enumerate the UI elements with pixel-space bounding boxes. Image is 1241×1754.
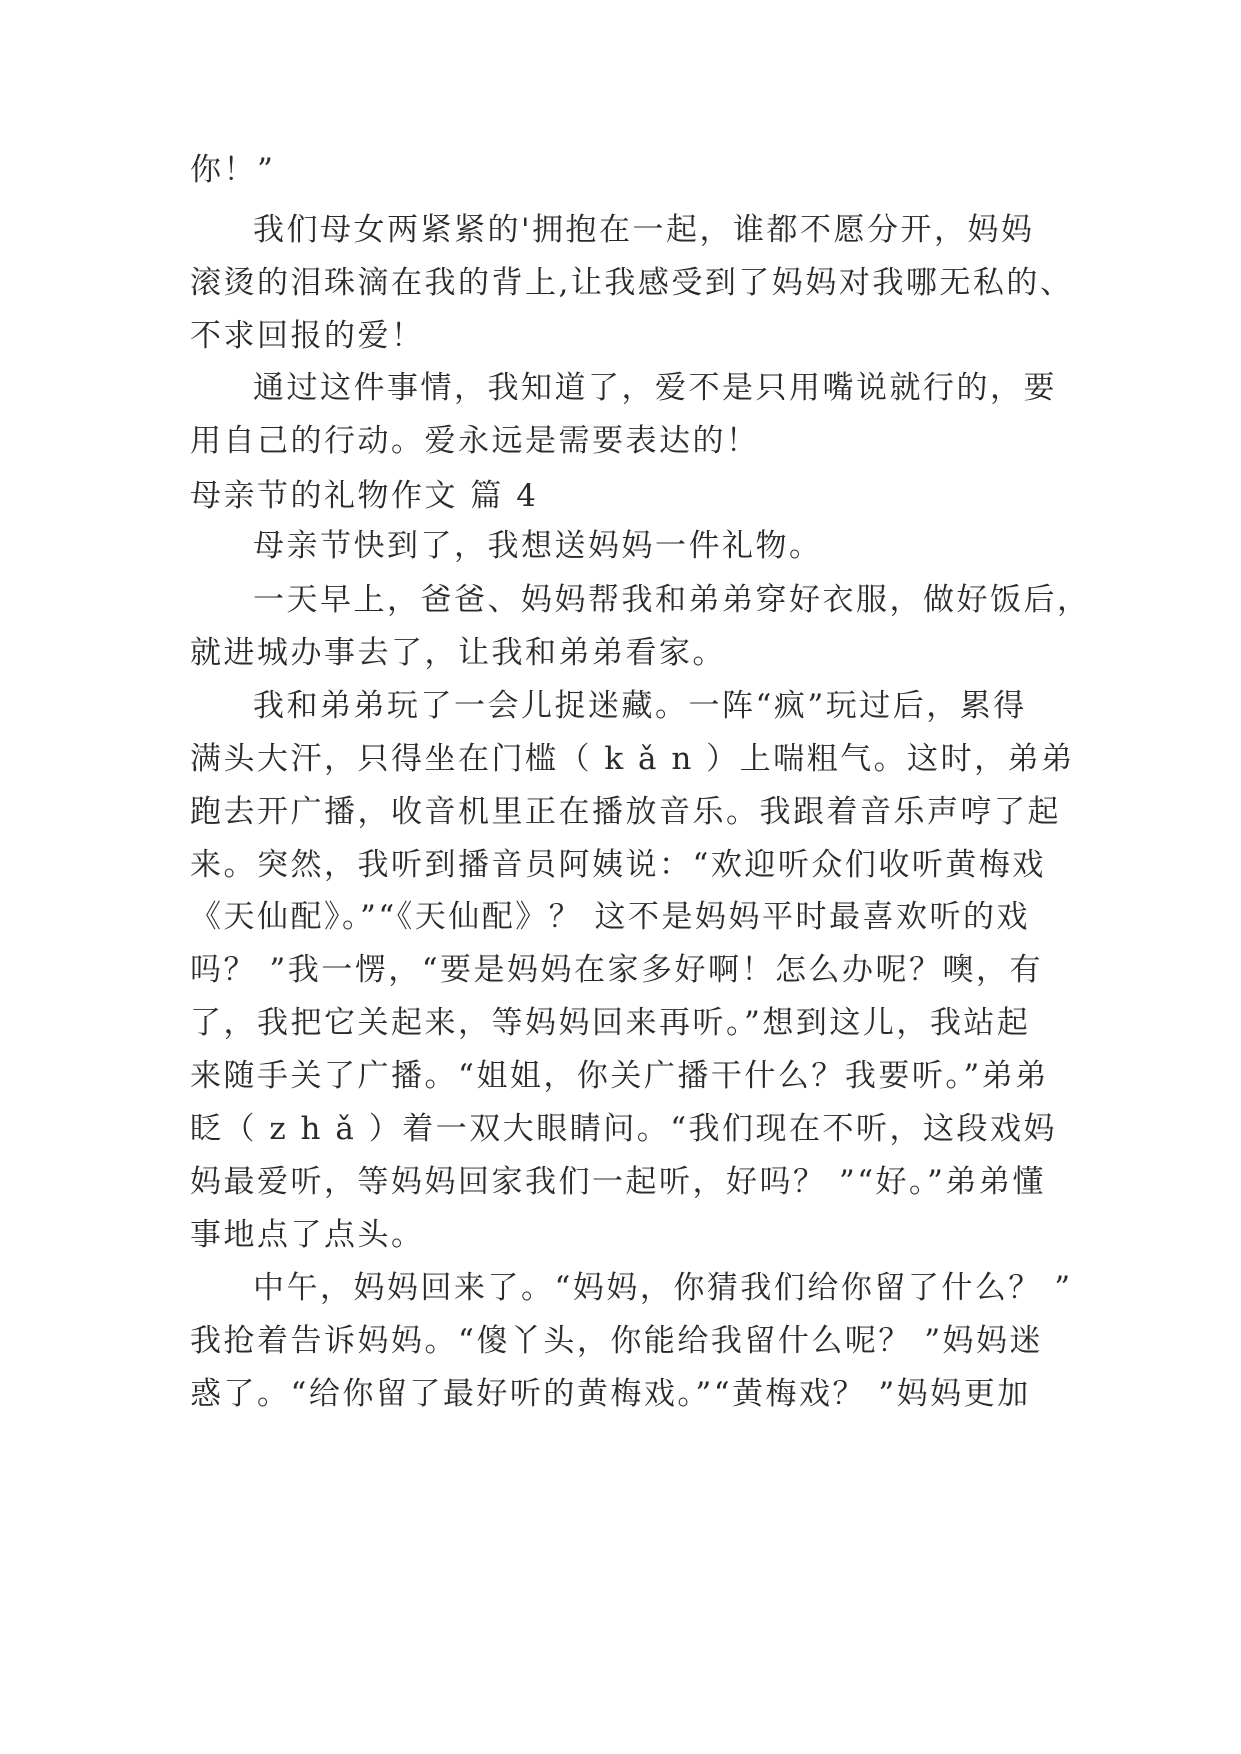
text-line-13: 跑去开广播，收音机里正在播放音乐。我跟着音乐声哼了起 — [190, 794, 1061, 830]
text-line-4: 不求回报的爱！ — [190, 318, 425, 354]
text-line-20: 妈最爱听，等妈妈回家我们一起听，好吗？ ”“好。”弟弟懂 — [190, 1164, 1046, 1200]
text-line-23: 我抢着告诉妈妈。“傻丫头，你能给我留什么呢？ ”妈妈迷 — [190, 1323, 1044, 1359]
text-line-3: 滚烫的泪珠滴在我的背上,让我感受到了妈妈对我哪无私的、 — [190, 265, 1074, 301]
text-line-10: 就进城办事去了，让我和弟弟看家。 — [190, 635, 726, 671]
text-line-5: 通过这件事情，我知道了，爱不是只用嘴说就行的，要 — [253, 370, 1057, 406]
text-line-24: 惑了。“给你留了最好听的黄梅戏。”“黄梅戏？ ”妈妈更加 — [190, 1376, 1031, 1412]
section-heading: 母亲节的礼物作文 篇 4 — [190, 478, 539, 514]
text-line-1: 你！” — [190, 152, 276, 188]
text-line-12: 满头大汗，只得坐在门槛（ k ǎ n ）上喘粗气。这时，弟弟 — [190, 741, 1075, 777]
text-line-22: 中午，妈妈回来了。“妈妈，你猜我们给你留了什么？ ” — [253, 1270, 1073, 1306]
text-line-6: 用自己的行动。爱永远是需要表达的！ — [190, 423, 760, 459]
text-line-21: 事地点了点头。 — [190, 1217, 425, 1253]
text-line-19: 眨（ z h ǎ ）着一双大眼睛问。“我们现在不听，这段戏妈 — [190, 1111, 1058, 1147]
text-line-11: 我和弟弟玩了一会儿捉迷藏。一阵“疯”玩过后，累得 — [253, 688, 1027, 724]
text-line-17: 了，我把它关起来，等妈妈回来再听。”想到这儿，我站起 — [190, 1005, 1031, 1041]
text-line-15: 《天仙配》。”“《天仙配》？ 这不是妈妈平时最喜欢听的戏 — [190, 899, 1031, 935]
text-line-9: 一天早上，爸爸、妈妈帮我和弟弟穿好衣服，做好饭后， — [253, 582, 1091, 618]
text-line-16: 吗？ ”我一愣，“要是妈妈在家多好啊！怎么办呢？噢，有 — [190, 952, 1044, 988]
text-line-18: 来随手关了广播。“姐姐，你关广播干什么？我要听。”弟弟 — [190, 1058, 1049, 1094]
text-line-8: 母亲节快到了，我想送妈妈一件礼物。 — [253, 528, 823, 564]
text-line-2: 我们母女两紧紧的'拥抱在一起，谁都不愿分开，妈妈 — [253, 212, 1035, 248]
text-line-14: 来。突然，我听到播音员阿姨说：“欢迎听众们收听黄梅戏 — [190, 847, 1046, 883]
